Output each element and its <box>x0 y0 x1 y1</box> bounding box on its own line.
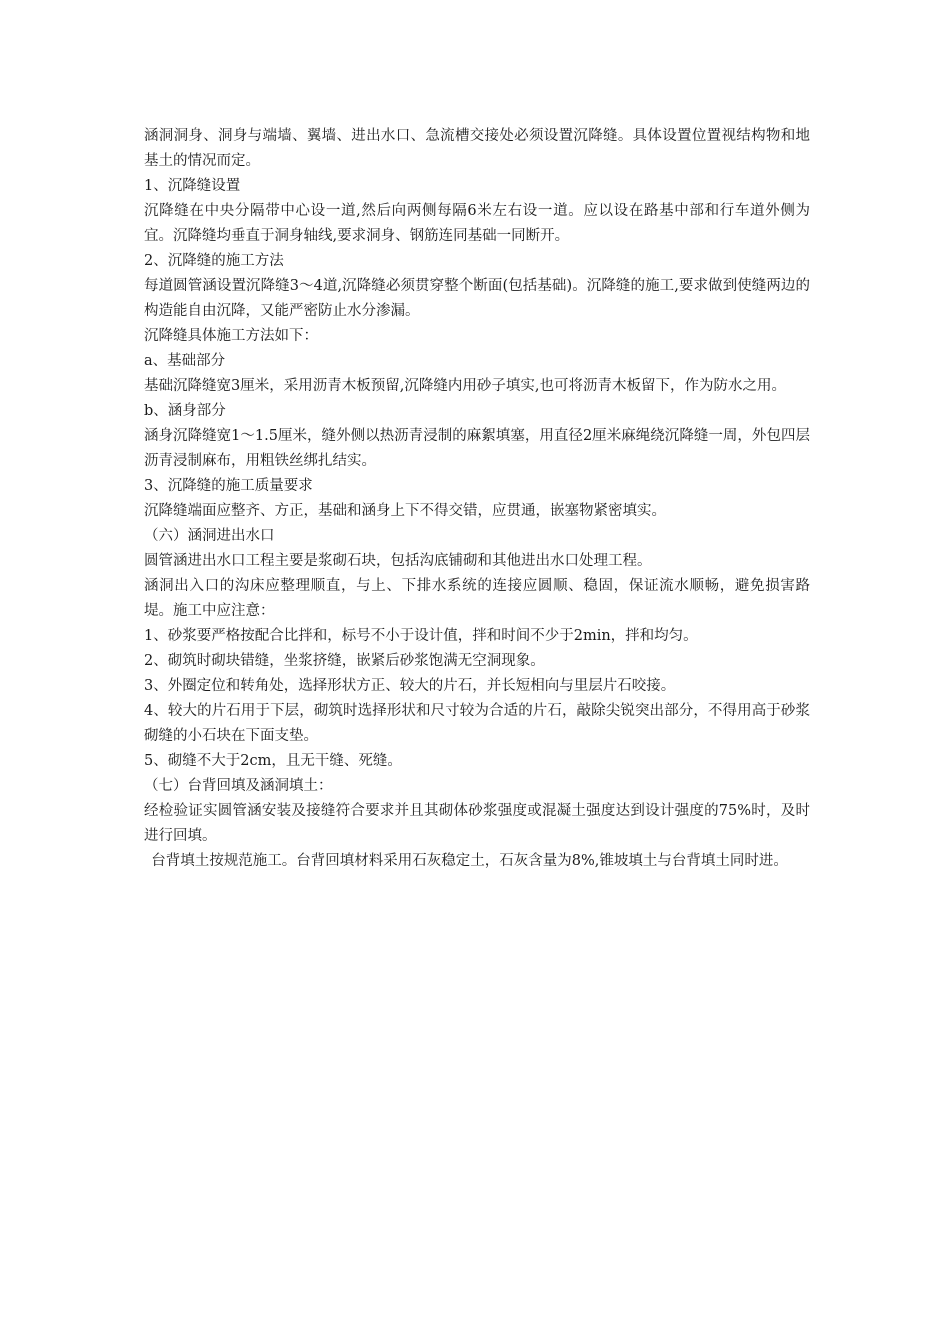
paragraph-settlement-joint-setup: 沉降缝在中央分隔带中心设一道,然后向两侧每隔6米左右设一道。应以设在路基中部和行车道外侧为宜。沉降缝均垂直于洞身轴线,要求洞身、钢筋连同基础一同断开。 <box>144 203 810 244</box>
list-item-masonry: 2、砌筑时砌块错缝，坐浆挤缝，嵌紧后砂浆饱满无空洞现象。 <box>144 653 545 669</box>
paragraph-foundation-part: 基础沉降缝宽3厘米，采用沥青木板预留,沉降缝内用砂子填实,也可将沥青木板留下，作为防水之用。 <box>144 378 786 394</box>
paragraph-backfill-material: 台背填土按规范施工。台背回填材料采用石灰稳定土，石灰含量为8%,锥坡填土与台背填土同时进。 <box>151 853 788 869</box>
paragraph-method-intro: 沉降缝具体施工方法如下： <box>144 328 318 344</box>
heading-section-seven: （七）台背回填及涵洞填土： <box>144 778 333 794</box>
heading-quality-requirements: 3、沉降缝的施工质量要求 <box>144 478 313 494</box>
paragraph-backfill-timing: 经检验证实圆管涵安装及接缝符合要求并且其砌体砂浆强度或混凝土强度达到设计强度的75%时，及时进行回填。 <box>144 803 810 844</box>
heading-section-six: （六）涵洞进出水口 <box>144 528 275 544</box>
heading-settlement-joint-setup: 1、沉降缝设置 <box>144 178 241 194</box>
paragraph-culvert-body-part: 涵身沉降缝宽1～1.5厘米，缝外侧以热沥青浸制的麻絮填塞，用直径2厘米麻绳绕沉降缝一周，外包四层沥青浸制麻布，用粗铁丝绑扎结实。 <box>144 428 810 469</box>
list-item-large-stones: 4、较大的片石用于下层，砌筑时选择形状和尺寸较为合适的片石，敲除尖锐突出部分，不得用高于砂浆砌缝的小石块在下面支垫。 <box>144 703 810 744</box>
paragraph-inlet-outlet-works: 圆管涵进出水口工程主要是浆砌石块，包括沟底铺砌和其他进出水口处理工程。 <box>144 553 652 569</box>
heading-foundation-part: a、基础部分 <box>144 353 226 369</box>
list-item-joint-width: 5、砌缝不大于2cm，且无干缝、死缝。 <box>144 753 402 769</box>
paragraph-intro: 涵洞洞身、洞身与端墙、翼墙、进出水口、急流槽交接处必须设置沉降缝。具体设置位置视结构物和地基土的情况而定。 <box>144 128 810 169</box>
paragraph-channel-bed: 涵洞出入口的沟床应整理顺直，与上、下排水系统的连接应圆顺、稳固，保证流水顺畅，避免损害路堤。施工中应注意： <box>144 578 810 619</box>
document-body <box>144 124 810 874</box>
paragraph-construction-method: 每道圆管涵设置沉降缝3～4道,沉降缝必须贯穿整个断面(包括基础)。沉降缝的施工,要求做到使缝两边的构造能自由沉降，又能严密防止水分渗漏。 <box>144 278 810 319</box>
list-item-mortar: 1、砂浆要严格按配合比拌和，标号不小于设计值，拌和时间不少于2min，拌和均匀。 <box>144 628 698 644</box>
heading-culvert-body-part: b、涵身部分 <box>144 403 226 419</box>
heading-construction-method: 2、沉降缝的施工方法 <box>144 253 284 269</box>
list-item-outer-ring: 3、外圈定位和转角处，选择形状方正、较大的片石，并长短相向与里层片石咬接。 <box>144 678 676 694</box>
paragraph-quality-requirements: 沉降缝端面应整齐、方正，基础和涵身上下不得交错，应贯通，嵌塞物紧密填实。 <box>144 503 666 519</box>
